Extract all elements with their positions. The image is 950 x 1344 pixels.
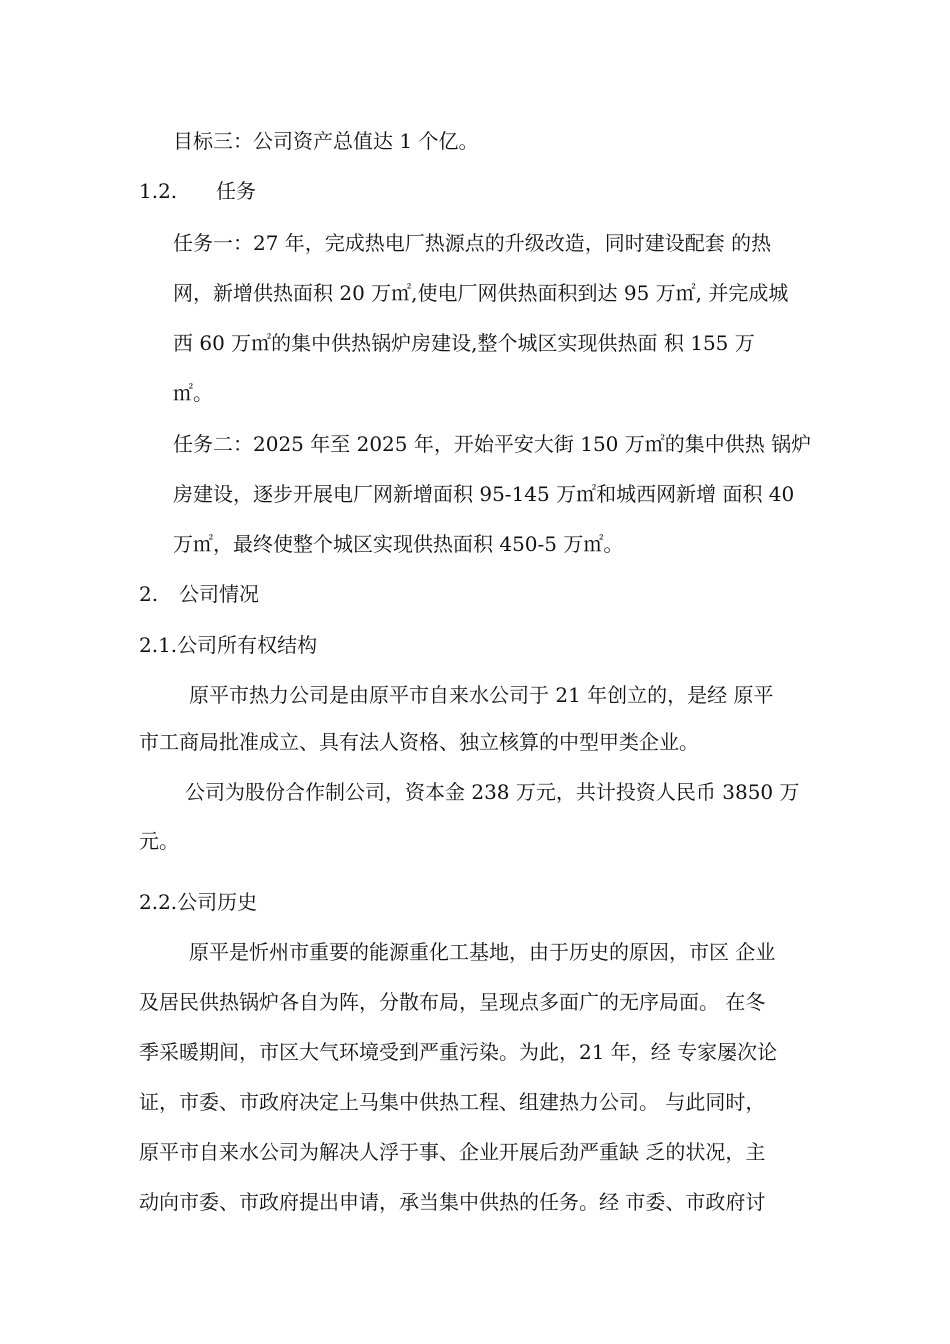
section-1-2-heading [139,178,256,204]
section-2-1-heading: 2.1.公司所有权结构 [139,633,318,657]
task-one-line-2: 网，新增供热面积 20 万㎡,使电厂网供热面积到达 95 万㎡, 并完成城 [173,281,789,305]
history-line-4: 证，市委、市政府决定上马集中供热工程、组建热力公司。 与此同时， [139,1090,766,1114]
task-one-line-1: 任务一：27 年，完成热电厂热源点的升级改造，同时建设配套 的热 [173,231,772,255]
task-two-line-2: 房建设，逐步开展电厂网新增面积 95-145 万㎡和城西网新增 面积 40 [173,482,795,506]
task-one-line-4: ㎡。 [173,381,213,405]
history-line-6: 动向市委、市政府提出申请，承当集中供热的任务。经 市委、市政府讨 [139,1190,766,1214]
section-2-heading [139,581,259,607]
goal-three-line: 目标三：公司资产总值达 1 个亿。 [173,129,479,153]
section-2-2-heading: 2.2.公司历史 [139,890,258,914]
history-line-2: 及居民供热锅炉各自为阵，分散布局，呈现点多面广的无序局面。 在冬 [139,990,766,1014]
ownership-paragraph-1-line-2: 市工商局批准成立、具有法人资格、独立核算的中型甲类企业。 [139,730,699,754]
ownership-paragraph-2-line-2: 元。 [139,829,179,853]
history-line-1: 原平是忻州市重要的能源重化工基地，由于历史的原因，市区 企业 [189,940,776,964]
task-two-line-3: 万㎡，最终使整个城区实现供热面积 450-5 万㎡。 [173,532,624,556]
ownership-paragraph-1-line-1: 原平市热力公司是由原平市自来水公司于 21 年创立的，是经 原平 [189,683,774,707]
ownership-paragraph-2-line-1: 公司为股份合作制公司，资本金 238 万元，共计投资人民币 3850 万 [185,780,800,804]
section-title: 任务 [216,179,256,203]
history-line-3: 季采暖期间，市区大气环境受到严重污染。为此，21 年，经 专家屡次论 [139,1040,778,1064]
task-two-line-1: 任务二：2025 年至 2025 年，开始平安大街 150 万㎡的集中供热 锅炉 [173,432,812,456]
task-one-line-3: 西 60 万㎡的集中供热锅炉房建设,整个城区实现供热面 积 155 万 [173,331,755,355]
section-number: 2. [139,582,159,606]
history-line-5: 原平市自来水公司为解决人浮于事、企业开展后劲严重缺 乏的状况，主 [139,1140,766,1164]
section-title: 公司情况 [179,582,259,606]
section-number: 1.2. [139,179,178,203]
